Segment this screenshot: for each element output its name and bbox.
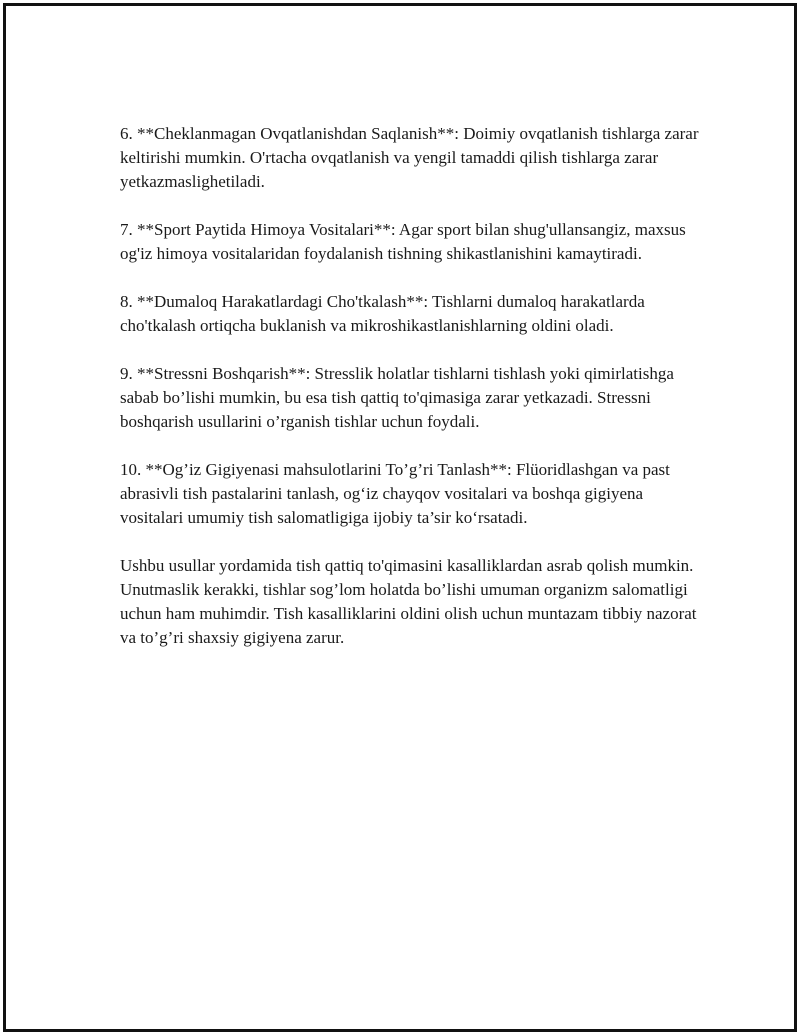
document-body — [120, 122, 700, 674]
document-page — [3, 3, 797, 1032]
paragraph-item-9: 9. **Stressni Boshqarish**: Stresslik holatlar tishlarni tishlash yoki qimirlatishga sabab bo’lishi mumkin, bu esa tish qattiq to'qimasiga zarar yetkazadi. Stressni boshqarish usullarini o’rganish tishlar uchun foydali. — [120, 364, 674, 431]
paragraph-item-6: 6. **Cheklanmagan Ovqatlanishdan Saqlanish**: Doimiy ovqatlanish tishlarga zarar keltirishi mumkin. O'rtacha ovqatlanish va yengil tamaddi qilish tishlarga zarar yetkazmaslighetiladi. — [120, 124, 699, 191]
conclusion-paragraph: Ushbu usullar yordamida tish qattiq to'qimasini kasalliklardan asrab qolish mumkin. Unutmaslik kerakki, tishlar sog’lom holatda bo’lishi umuman organizm salomatligi uchun ham muhimdir. Tish kasalliklarini oldini olish uchun muntazam tibbiy nazorat va to’g’ri shaxsiy gigiyena zarur. — [120, 556, 697, 647]
paragraph-item-10: 10. **Og’iz Gigiyenasi mahsulotlarini To’g’ri Tanlash**: Flüoridlashgan va past abrasivli tish pastalarini tanlash, og‘iz chayqov vositalari va boshqa gigiyena vositalari umumiy tish salomatligiga ijobiy ta’sir ko‘rsatadi. — [120, 460, 670, 527]
paragraph-item-7: 7. **Sport Paytida Himoya Vositalari**: Agar sport bilan shug'ullansangiz, maxsus og'iz himoya vositalaridan foydalanish tishning shikastlanishini kamaytiradi. — [120, 220, 686, 263]
paragraph-item-8: 8. **Dumaloq Harakatlardagi Cho'tkalash**: Tishlarni dumaloq harakatlarda cho'tkalash ortiqcha buklanish va mikroshikastlanishlarning oldini oladi. — [120, 292, 645, 335]
